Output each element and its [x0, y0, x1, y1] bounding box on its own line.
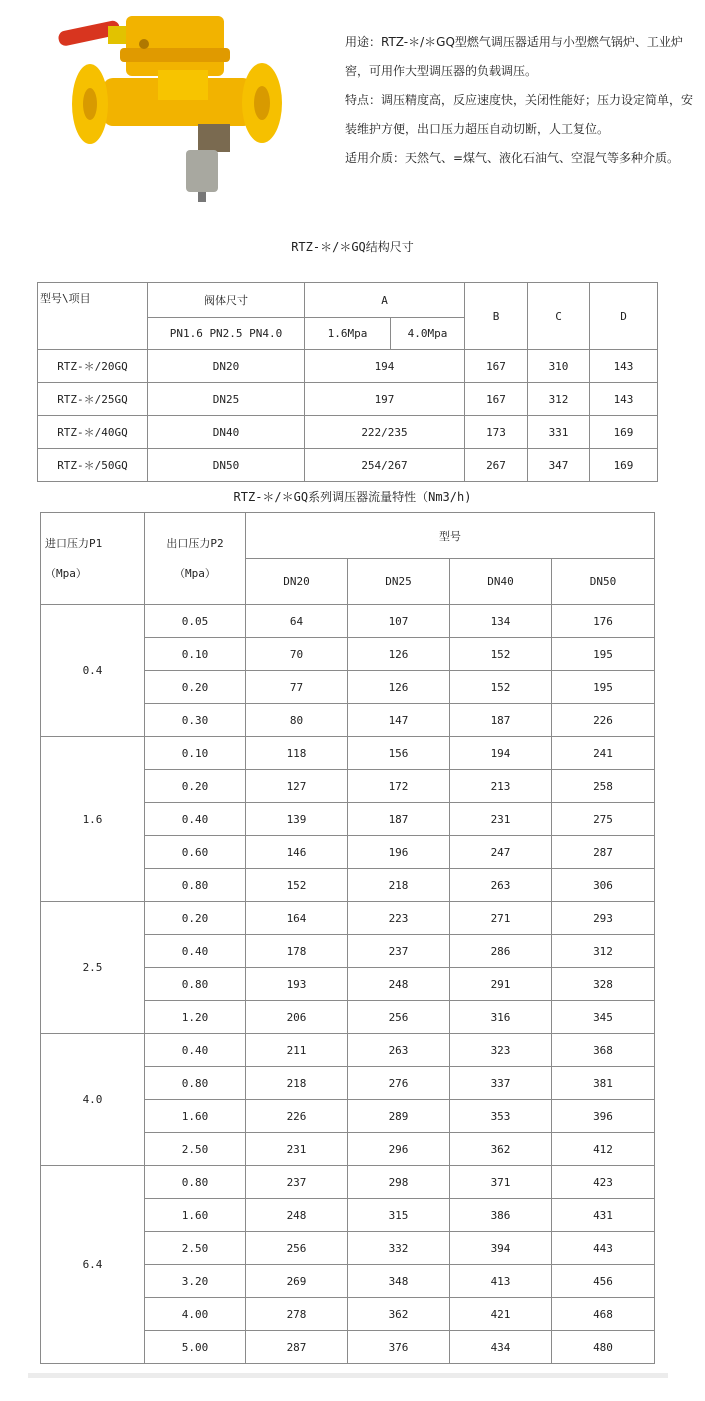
dn25-cell: 156 [348, 737, 450, 770]
p2-cell: 0.40 [145, 803, 246, 836]
a-sub-header-1: 1.6Mpa [305, 318, 391, 350]
model-cell: RTZ-＊/50GQ [38, 449, 148, 482]
b-cell: 167 [465, 383, 528, 416]
a-cell: 222/235 [305, 416, 465, 449]
p2-cell: 0.05 [145, 605, 246, 638]
d-cell: 169 [590, 449, 658, 482]
p2-cell: 0.80 [145, 1067, 246, 1100]
dn40-cell: 134 [450, 605, 552, 638]
inlet-pressure-label: 进口压力P1 [45, 536, 103, 550]
dn25-cell: 196 [348, 836, 450, 869]
pn-header: PN1.6 PN2.5 PN4.0 [148, 318, 305, 350]
p2-cell: 5.00 [145, 1331, 246, 1364]
dn40-cell: 371 [450, 1166, 552, 1199]
dn40-cell: 421 [450, 1298, 552, 1331]
table-row [38, 449, 658, 482]
dn40-cell: 386 [450, 1199, 552, 1232]
c-cell: 310 [528, 350, 590, 383]
dn50-cell: 241 [552, 737, 655, 770]
dn25-cell: 298 [348, 1166, 450, 1199]
dn50-cell: 328 [552, 968, 655, 1001]
dn50-cell: 368 [552, 1034, 655, 1067]
dn50-cell: 381 [552, 1067, 655, 1100]
p2-cell: 4.00 [145, 1298, 246, 1331]
dn20-cell: 218 [246, 1067, 348, 1100]
flow-characteristics-table [40, 512, 655, 1364]
p2-cell: 0.80 [145, 869, 246, 902]
dn20-cell: 287 [246, 1331, 348, 1364]
dn20-cell: 146 [246, 836, 348, 869]
features-text: 特点：调压精度高，反应速度快，关闭性能好；压力设定简单，安装维护方便，出口压力超压自动切断，人工复位。 [345, 93, 694, 136]
c-cell: 312 [528, 383, 590, 416]
dn25-cell: 276 [348, 1067, 450, 1100]
model-cell: RTZ-＊/20GQ [38, 350, 148, 383]
dn50-cell: 423 [552, 1166, 655, 1199]
d-header: D [590, 283, 658, 350]
dn40-cell: 247 [450, 836, 552, 869]
table-row [41, 902, 655, 935]
dn50-cell: 480 [552, 1331, 655, 1364]
dn50-cell: 293 [552, 902, 655, 935]
dn25-cell: 147 [348, 704, 450, 737]
dn50-cell: 226 [552, 704, 655, 737]
d-cell: 143 [590, 350, 658, 383]
usage-text: 用途：RTZ-＊/＊GQ型燃气调压器适用与小型燃气锅炉、工业炉窖，可用作大型调压器的负载调压。 [345, 35, 683, 78]
dn50-cell: 443 [552, 1232, 655, 1265]
c-header: C [528, 283, 590, 350]
dn20-cell: 206 [246, 1001, 348, 1034]
dn25-cell: 107 [348, 605, 450, 638]
dn20-cell: 77 [246, 671, 348, 704]
dn25-cell: 348 [348, 1265, 450, 1298]
valve-size-header: 阀体尺寸 [148, 283, 305, 318]
p2-cell: 0.20 [145, 671, 246, 704]
inlet-pressure-unit: （Mpa） [45, 566, 87, 580]
model-header: 型号 [246, 513, 655, 559]
dn20-cell: 152 [246, 869, 348, 902]
dn40-cell: 152 [450, 671, 552, 704]
bottom-divider [28, 1373, 668, 1378]
p2-cell: 1.60 [145, 1100, 246, 1133]
model-cell: RTZ-＊/40GQ [38, 416, 148, 449]
dn40-cell: 434 [450, 1331, 552, 1364]
p2-cell: 0.20 [145, 902, 246, 935]
dn20-cell: 256 [246, 1232, 348, 1265]
dn50-cell: 431 [552, 1199, 655, 1232]
dn40-cell: 291 [450, 968, 552, 1001]
dn-cell: DN25 [148, 383, 305, 416]
dn20-cell: 178 [246, 935, 348, 968]
table-row [41, 737, 655, 770]
dn40-cell: 152 [450, 638, 552, 671]
inlet-pressure-header [41, 513, 145, 605]
dn25-cell: 126 [348, 671, 450, 704]
dn25-cell: 218 [348, 869, 450, 902]
product-description [345, 28, 700, 173]
dn20-cell: 64 [246, 605, 348, 638]
p2-cell: 0.30 [145, 704, 246, 737]
dn20-cell: 211 [246, 1034, 348, 1067]
dn25-cell: 172 [348, 770, 450, 803]
dn40-cell: 194 [450, 737, 552, 770]
dn40-cell: 394 [450, 1232, 552, 1265]
c-cell: 331 [528, 416, 590, 449]
dn25-cell: 256 [348, 1001, 450, 1034]
dn20-cell: 269 [246, 1265, 348, 1298]
table-row [41, 1034, 655, 1067]
p1-cell: 0.4 [41, 605, 145, 737]
model-cell: RTZ-＊/25GQ [38, 383, 148, 416]
dn40-cell: 286 [450, 935, 552, 968]
dn50-cell: 412 [552, 1133, 655, 1166]
dn40-cell: 213 [450, 770, 552, 803]
p1-cell: 2.5 [41, 902, 145, 1034]
p2-cell: 0.60 [145, 836, 246, 869]
table-row [41, 1166, 655, 1199]
outlet-pressure-unit: （Mpa） [174, 566, 216, 580]
b-cell: 267 [465, 449, 528, 482]
c-cell: 347 [528, 449, 590, 482]
d-cell: 169 [590, 416, 658, 449]
dn20-cell: 139 [246, 803, 348, 836]
dn20-cell: 231 [246, 1133, 348, 1166]
dn40-cell: 316 [450, 1001, 552, 1034]
outlet-pressure-label: 出口压力P2 [166, 536, 224, 550]
dn40-cell: 323 [450, 1034, 552, 1067]
table-row [41, 605, 655, 638]
p2-cell: 3.20 [145, 1265, 246, 1298]
dn20-cell: 164 [246, 902, 348, 935]
model-item-header: 型号\项目 [38, 283, 148, 350]
p2-cell: 2.50 [145, 1232, 246, 1265]
dn50-cell: 456 [552, 1265, 655, 1298]
dn-header: DN25 [348, 559, 450, 605]
outlet-pressure-header [145, 513, 246, 605]
dn20-cell: 118 [246, 737, 348, 770]
flow-table-title: RTZ-＊/＊GQ系列调压器流量特性（Nm3/h) [233, 490, 472, 504]
b-cell: 173 [465, 416, 528, 449]
dn40-cell: 337 [450, 1067, 552, 1100]
a-cell: 194 [305, 350, 465, 383]
dn25-cell: 362 [348, 1298, 450, 1331]
p2-cell: 1.20 [145, 1001, 246, 1034]
dn25-cell: 187 [348, 803, 450, 836]
dn25-cell: 263 [348, 1034, 450, 1067]
p2-cell: 1.60 [145, 1199, 246, 1232]
dn25-cell: 376 [348, 1331, 450, 1364]
dn25-cell: 126 [348, 638, 450, 671]
dn50-cell: 468 [552, 1298, 655, 1331]
p2-cell: 0.80 [145, 968, 246, 1001]
p1-cell: 1.6 [41, 737, 145, 902]
dn25-cell: 237 [348, 935, 450, 968]
dn20-cell: 237 [246, 1166, 348, 1199]
dn40-cell: 413 [450, 1265, 552, 1298]
dn20-cell: 70 [246, 638, 348, 671]
dn50-cell: 287 [552, 836, 655, 869]
dn50-cell: 345 [552, 1001, 655, 1034]
p2-cell: 0.40 [145, 1034, 246, 1067]
dn50-cell: 275 [552, 803, 655, 836]
dn-header: DN50 [552, 559, 655, 605]
dn40-cell: 362 [450, 1133, 552, 1166]
dn20-cell: 193 [246, 968, 348, 1001]
dn25-cell: 223 [348, 902, 450, 935]
a-cell: 254/267 [305, 449, 465, 482]
dn25-cell: 332 [348, 1232, 450, 1265]
dn-cell: DN20 [148, 350, 305, 383]
p2-cell: 0.20 [145, 770, 246, 803]
dn-header: DN20 [246, 559, 348, 605]
regulator-valve-image [48, 8, 298, 208]
a-cell: 197 [305, 383, 465, 416]
dn-cell: DN50 [148, 449, 305, 482]
dn50-cell: 195 [552, 671, 655, 704]
p2-cell: 2.50 [145, 1133, 246, 1166]
dn25-cell: 248 [348, 968, 450, 1001]
dn50-cell: 176 [552, 605, 655, 638]
dn25-cell: 296 [348, 1133, 450, 1166]
d-cell: 143 [590, 383, 658, 416]
b-cell: 167 [465, 350, 528, 383]
p1-cell: 4.0 [41, 1034, 145, 1166]
dn50-cell: 195 [552, 638, 655, 671]
dn25-cell: 315 [348, 1199, 450, 1232]
dn20-cell: 80 [246, 704, 348, 737]
table-row [38, 350, 658, 383]
dn-header: DN40 [450, 559, 552, 605]
dn50-cell: 258 [552, 770, 655, 803]
p2-cell: 0.80 [145, 1166, 246, 1199]
dn40-cell: 231 [450, 803, 552, 836]
dn25-cell: 289 [348, 1100, 450, 1133]
cutoff-cylinder [186, 150, 218, 192]
dn40-cell: 271 [450, 902, 552, 935]
dn20-cell: 248 [246, 1199, 348, 1232]
dn50-cell: 306 [552, 869, 655, 902]
dn40-cell: 353 [450, 1100, 552, 1133]
a-header: A [305, 283, 465, 318]
dn40-cell: 187 [450, 704, 552, 737]
dn-cell: DN40 [148, 416, 305, 449]
p1-cell: 6.4 [41, 1166, 145, 1364]
p2-cell: 0.40 [145, 935, 246, 968]
structure-dimensions-table [37, 282, 658, 482]
dn40-cell: 263 [450, 869, 552, 902]
dn20-cell: 127 [246, 770, 348, 803]
table-row [38, 383, 658, 416]
p2-cell: 0.10 [145, 638, 246, 671]
dn50-cell: 312 [552, 935, 655, 968]
b-header: B [465, 283, 528, 350]
structure-table-title: RTZ-＊/＊GQ结构尺寸 [291, 240, 414, 254]
dn20-cell: 226 [246, 1100, 348, 1133]
a-sub-header-2: 4.0Mpa [391, 318, 465, 350]
table-row [38, 416, 658, 449]
dn50-cell: 396 [552, 1100, 655, 1133]
p2-cell: 0.10 [145, 737, 246, 770]
media-text: 适用介质：天然气、=煤气、液化石油气、空混气等多种介质。 [345, 151, 680, 165]
dn20-cell: 278 [246, 1298, 348, 1331]
